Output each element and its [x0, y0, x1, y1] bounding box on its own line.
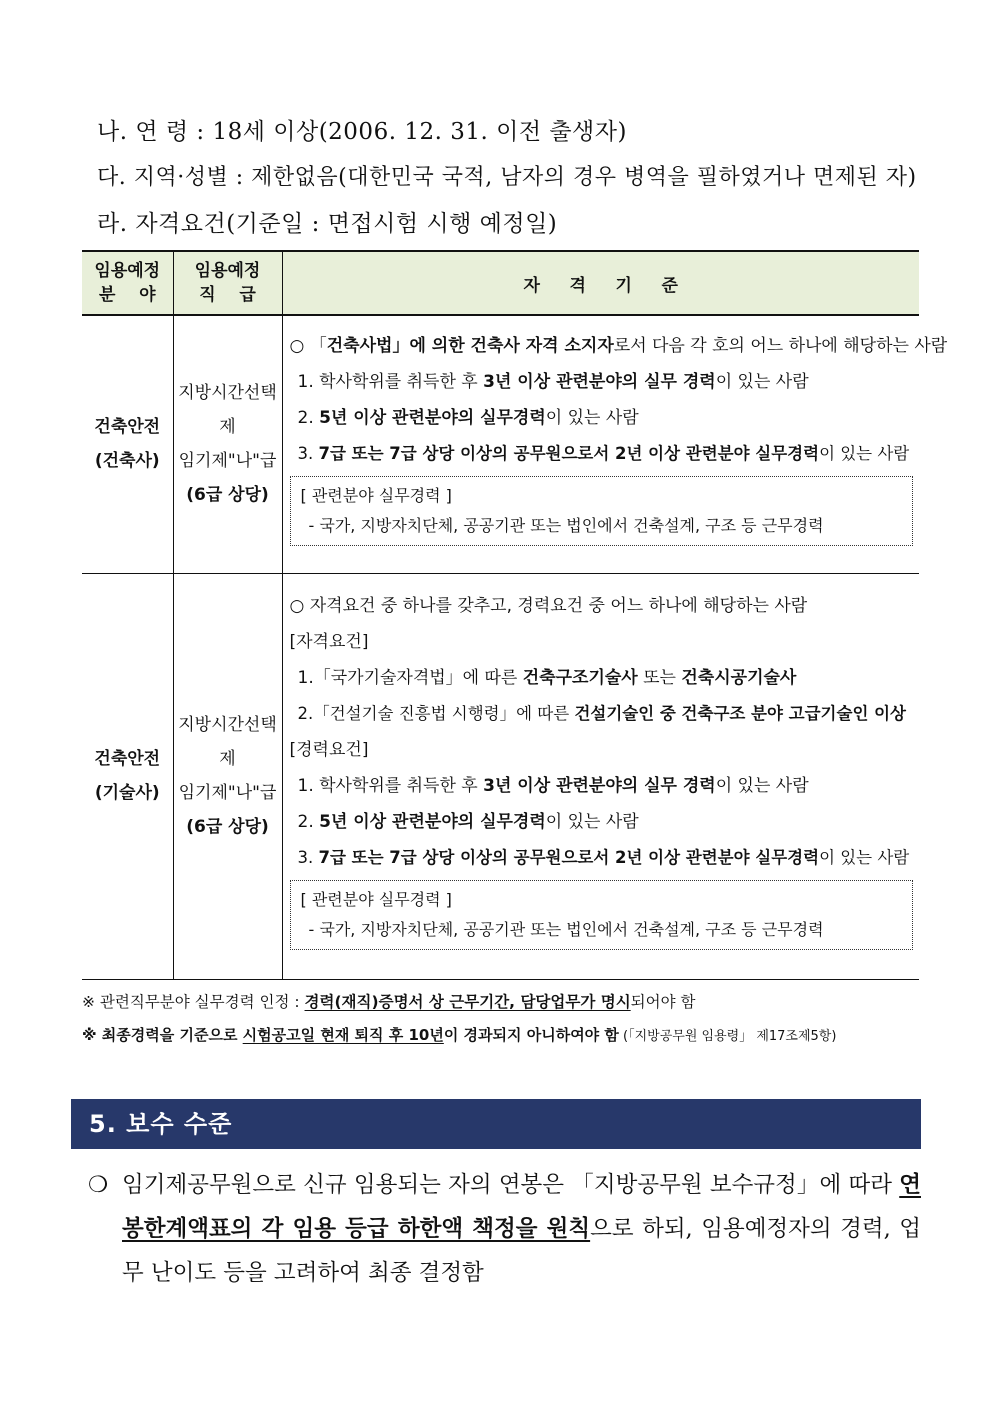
header-field-line2: 분 야 — [98, 285, 156, 305]
field-cell — [82, 573, 173, 979]
header-grade — [173, 251, 282, 315]
qualification-item-2: 2.「건설기술 진흥법 시행령」에 따른 건설기술인 중 건축구조 분야 고급기술인 이상 — [297, 703, 907, 723]
criteria-cell — [282, 573, 919, 979]
grade-line3: (6급 상당) — [186, 817, 269, 837]
experience-box-title: [ 관련분야 실무경력 ] — [300, 486, 452, 505]
field-cell — [82, 315, 173, 573]
experience-subheading: [경력요건] — [289, 739, 369, 760]
grade-cell — [173, 573, 282, 979]
qualification-heading: 라. 자격요건(기준일 : 면접시험 시행 예정일) — [97, 211, 558, 237]
section-title-pay: 5. 보수 수준 — [71, 1099, 921, 1149]
grade-line1: 지방시간선택제 — [178, 715, 277, 769]
experience-box — [290, 476, 914, 546]
header-criteria: 자 격 기 준 — [282, 251, 919, 315]
grade-line3: (6급 상당) — [186, 485, 269, 506]
pay-paragraph — [88, 1163, 921, 1295]
region-gender-requirement: 다. 지역·성별 : 제한없음(대한민국 국적, 남자의 경우 병역을 필하였거나 면제된 자) — [97, 165, 917, 190]
grade-cell — [173, 315, 282, 573]
field-line1: 건축안전 — [94, 749, 161, 769]
criteria-cell — [282, 315, 948, 573]
criteria-lead: ○ 「건축사법」에 의한 건축사 자격 소지자로서 다음 각 호의 어느 하나에 해당하는 사람 — [289, 336, 948, 356]
pay-text: 임기제공무원으로 신규 임용되는 자의 연봉은 「지방공무원 보수규정」에 따라 연봉한계액표의 각 임용 등급 하한액 책정을 원칙으로 하되, 임용예정자의 경력, 업무 난이도 등을 고려하여 최종 결정함 — [122, 1172, 922, 1286]
header-field-line1: 임용예정 — [94, 261, 161, 281]
table-row — [82, 315, 919, 573]
field-line2: (건축사) — [94, 451, 160, 472]
qualification-subheading: [자격요건] — [289, 631, 369, 652]
header-field — [82, 251, 173, 315]
criteria-item-3: 3. 7급 또는 7급 상당 이상의 공무원으로서 2년 이상 관련분야 실무경력이 있는 사람 — [297, 847, 910, 867]
grade-line1: 지방시간선택제 — [178, 383, 277, 438]
experience-box-title: [ 관련분야 실무경력 ] — [300, 889, 452, 909]
criteria-item-2: 2. 5년 이상 관련분야의 실무경력이 있는 사람 — [297, 408, 639, 428]
experience-box-text: - 국가, 지방자치단체, 공공기관 또는 법인에서 건축설계, 구조 등 근무경력 — [308, 919, 824, 939]
qualification-table — [82, 250, 948, 980]
circle-bullet-icon: ❍ — [88, 1172, 109, 1198]
field-line1: 건축안전 — [94, 417, 161, 438]
header-grade-line1: 임용예정 — [194, 261, 261, 281]
qualification-item-1: 1.「국가기술자격법」에 따른 건축구조기술사 또는 건축시공기술사 — [297, 667, 797, 688]
criteria-item-3: 3. 7급 또는 7급 상당 이상의 공무원으로서 2년 이상 관련분야 실무경력이 있는 사람 — [297, 444, 910, 463]
table-header-row — [82, 251, 919, 315]
experience-box-text: - 국가, 지방자치단체, 공공기관 또는 법인에서 건축설계, 구조 등 근무경력 — [308, 516, 824, 535]
criteria-lead: ○ 자격요건 중 하나를 갖추고, 경력요건 중 어느 하나에 해당하는 사람 — [289, 595, 808, 616]
grade-line2: 임기제"나"급 — [178, 783, 277, 803]
criteria-item-1: 1. 학사학위를 취득한 후 3년 이상 관련분야의 실무 경력이 있는 사람 — [297, 775, 809, 796]
table-row — [82, 573, 919, 979]
criteria-item-2: 2. 5년 이상 관련분야의 실무경력이 있는 사람 — [297, 811, 639, 832]
field-line2: (기술사) — [94, 783, 160, 803]
header-grade-line2: 직 급 — [199, 285, 256, 305]
note-experience-proof: ※ 관련직무분야 실무경력 인정 : 경력(재직)증명서 상 근무기간, 담당업무가 명시되어야 함 — [82, 993, 696, 1011]
grade-line2: 임기제"나"급 — [178, 451, 277, 472]
experience-box — [290, 880, 914, 950]
criteria-item-1: 1. 학사학위를 취득한 후 3년 이상 관련분야의 실무 경력이 있는 사람 — [297, 372, 809, 392]
age-requirement: 나. 연 령 : 18세 이상(2006. 12. 31. 이전 출생자) — [97, 119, 627, 145]
note-retirement-limit: ※ 최종경력을 기준으로 시험공고일 현재 퇴직 후 10년이 경과되지 아니하여야 함 (「지방공무원 임용령」 제17조제5항) — [82, 1026, 837, 1044]
